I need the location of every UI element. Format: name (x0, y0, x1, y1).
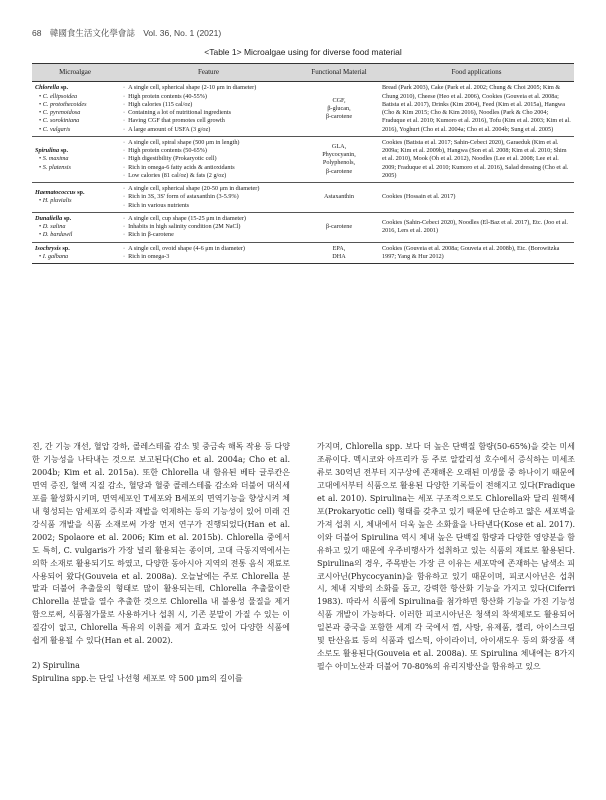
table-row (32, 212, 574, 242)
species-name: • C. protothecoides (39, 100, 87, 108)
species-name: • D. salina (39, 223, 66, 231)
food-applications-cell: Cookies (Batista et al. 2017; Sahin-Cebeci 2020), Garaeduk (Kim et al. 2009a; Kim et al. 2009b), Hangwa (Son et al. 2008; Kim et al. 2010; Shim et al. 2010), Mook (Oh et al. 2012), Noodles (Lee et al. 2008; Lee et al. 2009; Fraduque et al. 2010; Kumoro et al. 2016), Salad dressing (Cho et al. 2005) (379, 136, 574, 182)
species-name: • C. pyrenoidosa (39, 109, 81, 117)
feature-item: · High protein contents (40-55%) (121, 93, 296, 101)
feature-cell (118, 82, 299, 137)
food-applications-cell: Cookies (Hossain et al. 2017) (379, 183, 574, 213)
table-header-row (32, 64, 574, 82)
column-header: Food applications (379, 64, 574, 82)
microalgae-cell (32, 136, 118, 182)
feature-item: · A single cell, spherical shape (20-50 μm in diameter) (121, 185, 296, 193)
species-name: • C. ellipsoidea (39, 92, 78, 100)
feature-item: · Rich in omega-3 (121, 253, 296, 261)
feature-cell (118, 183, 299, 213)
table-row (32, 136, 574, 182)
species-name: • H. pluvialis (39, 197, 72, 205)
species-name: • S. maxima (39, 155, 69, 163)
species-name: • C. sorokiniana (39, 117, 80, 125)
feature-item: · High protein contents (50-65%) (121, 147, 296, 155)
feature-item: · A single cell, spiral shape (500 μm in length) (121, 139, 296, 147)
body-paragraph: Spirulina spp.는 단일 나선형 세포로 약 500 μm의 길이를 (32, 674, 243, 684)
functional-material-cell: β-carotene (299, 212, 379, 242)
page-number: 68 (32, 28, 42, 38)
table-row (32, 82, 574, 137)
microalgae-table (32, 63, 574, 264)
genus-name: Chlorella sp. (35, 84, 69, 92)
feature-item: · A single cell, spherical shape (2-10 μm in diameter) (121, 84, 296, 92)
column-header: Functional Material (299, 64, 379, 82)
species-name: • D. bardawil (39, 231, 73, 239)
microalgae-cell (32, 212, 118, 242)
body-paragraph: 진, 간 기능 개선, 혈압 강하, 콜레스테롤 감소 및 중금속 해독 작용 등 다양한 기능성을 나타내는 것으로 보고된다(Cho et al. 2004a; Cho et al. 2004b; Kim et al. 2015a). 또한 Chlorella 내 함유된 베타 글루칸은 면역 증진, 혈액 지질 감소, 혈당과 혈중 콜레스테롤 감소와 더불어 대식세포를 활성화시키며, 면역세포인 T세포와 B세포의 면역기능을 향상시켜 체내 형성되는 암세포의 증식과 재발을 억제하는 등의 기능성이 있어 미래 건강식품 개발을 식품 소재로써 가장 먼저 연구가 진행되었다(Han et al. 2002; Spolaore et al. 2006; Kim et al. 2015b). Chlorella 중에서도 특히, C. vulgaris가 가장 널리 활용되는 종이며, 고대 극동지역에서는 의학 소재로 활용되기도 하였고, 다양한 동아시아 지역의 전통 음식 재료로 사용되어 왔다(Gouveia et al. 2008a). 오늘날에는 주로 Chlorella 분말과 더불어 추출물의 형태로 많이 활용되는데, Chlorella 추출물이란 Chlorella 분말을 열수 추출한 것으로 Chlorella 내 불용성 물질을 제거함으로써, 식품첨가물로 사용하거나 섭취 시, 기존 분말이 가질 수 있는 이질감이 없고, Chlorella 특유의 이취를 제거 효과도 있어 다양한 식품에 쉽게 활용될 수 있다(Han et al. 2002). (32, 442, 290, 646)
feature-item: · Low calories (81 cal/oz) & fats (2 g/oz) (121, 172, 296, 180)
genus-name: Spirulina sp. (35, 147, 69, 155)
journal-title: 韓國食生活文化學會誌 (49, 28, 135, 38)
food-applications-cell: Cookies (Sahin-Cebeci 2020), Noodles (El-Baz et al. 2017), Etc. (Joo et al. 2016, Lers et al. 2001) (379, 212, 574, 242)
feature-item: · Rich in β-carotene (121, 231, 296, 239)
feature-item: · Rich in 3S, 3S' form of astaxanthin (3-5.9%) (121, 193, 296, 201)
functional-material-cell: CGF, β-glucan, β-carotene (299, 82, 379, 137)
microalgae-cell (32, 82, 118, 137)
feature-item: · Rich in various nutrients (121, 202, 296, 210)
table-row (32, 183, 574, 213)
feature-item: · A single cell, cup shape (15-25 μm in diameter) (121, 215, 296, 223)
feature-item: · Inhabits in high salinity condition (2M NaCl) (121, 223, 296, 231)
right-column (317, 441, 575, 674)
feature-cell (118, 136, 299, 182)
functional-material-cell: EPA, DHA (299, 242, 379, 264)
feature-item: · High calories (115 cal/oz) (121, 101, 296, 109)
left-column (32, 441, 290, 686)
microalgae-cell (32, 242, 118, 264)
body-paragraph: 가지며, Chlorella spp. 보다 더 높은 단백질 함량(50-65%)을 갖는 미세조류이다. 멕시코와 아프리카 등 주로 알칼리성 호수에서 증식하는 미세조류로 30억년 전부터 지구상에 존재해온 오래된 미생물 중 하나이기 때문에 고대에서부터 식품으로 활용된 다양한 기록들이 전해지고 있다(Fradique et al. 2010). Spirulina는 세포 구조적으로도 Chlorella와 달리 원핵세포(Prokaryotic cell) 형태를 갖추고 있기 때문에 단순하고 얇은 세포벽을 가져 섭취 시, 체내에서 더욱 높은 소화율을 나타낸다(Kose et al. 2017). 이와 더불어 Spirulina 역시 체내 높은 단백질 함량과 다양한 영양분을 함유하고 있기 때문에 우주비행사가 섭취하고 있는 식품의 재료로 활용된다. Spirulina의 경우, 주목받는 가장 큰 이유는 세포막에 존재하는 남색소 피코시아닌(Phycocyanin)을 함유하고 있기 때문이며, 피코시아닌은 섭취 시, 체내 지방의 소화를 돕고, 강력한 항산화 기능을 가지고 있다(Ciferri 1983). 따라서 식품에 Spirulina를 첨가하면 항산화 기능을 가진 기능성 식품 개발이 가능하다. 이러한 피코시아닌은 청색의 착색제로도 활용되어 일본과 중국을 포함한 세계 각 국에서 껌, 사탕, 유제품, 젤리, 아이스크림 및 탄산음료 등의 식품과 립스틱, 아이라이너, 아이섀도우 등의 화장품 색소로도 활용된다(Gouveia et al. 2008a). 또 Spirulina 체내에는 8가지 필수 아미노산과 더불어 70-80%의 유리지방산을 함유하고 있으 (317, 442, 575, 672)
feature-item: · High digestibility (Prokaryotic cell) (121, 155, 296, 163)
genus-name: Isochrysis sp. (35, 244, 70, 252)
species-name: • I. galbana (39, 252, 69, 260)
feature-cell (118, 212, 299, 242)
functional-material-cell: Astaxanthin (299, 183, 379, 213)
functional-material-cell: GLA, Phycocyanin, Polyphenols, β-carotene (299, 136, 379, 182)
section-subheading: 2) Spirulina (32, 661, 80, 671)
food-applications-cell: Bread (Park 2003), Cake (Park et al. 2002; Chung & Choi 2005; Kim & Chung 2010), Cheese (Heo et al. 2006), Cookies (Gouveia et al. 2008a; Batista et al. 2017), Drinks (Kim 2004), Feed (Kim et al. 2015a), Hangwa (Cho & Kim 2015; Cho & Kim 2016), Noodles (Park & Cho 2004; Fraduque et al. 2010; Kumoro et al. 2016), Tofu (Kim et al. 2003; Kim et al. 2016), Yoghurt (Cho et al. 2004a; Cho et al. 2004b; Sung et al. 2005) (379, 82, 574, 137)
table-row (32, 242, 574, 264)
column-header: Microalgae (32, 64, 118, 82)
feature-cell (118, 242, 299, 264)
feature-item: · Containing a lot of nutritional ingredients (121, 109, 296, 117)
species-name: • C. vulgaris (39, 125, 71, 133)
food-applications-cell: Cookies (Gouveia et al. 2008a; Gouveia et al. 2008b), Etc. (Borowitzka 1997; Yang & Hur 2012) (379, 242, 574, 264)
species-name: • S. platensis (39, 163, 71, 171)
genus-name: Haematococcus sp. (35, 189, 85, 197)
column-header: Feature (118, 64, 299, 82)
feature-item: · Rich in omega-6 fatty acids & antioxidants (121, 164, 296, 172)
running-header (32, 27, 227, 39)
feature-item: · A large amount of USFA (3 g/oz) (121, 126, 296, 134)
microalgae-cell (32, 183, 118, 213)
genus-name: Dunaliella sp. (35, 214, 72, 222)
feature-item: · A single cell, ovoid shape (4-6 μm in diameter) (121, 245, 296, 253)
feature-item: · Having CGF that promotes cell growth (121, 117, 296, 125)
table-caption: <Table 1> Microalgae using for diverse food material (204, 47, 402, 57)
volume-info: Vol. 36, No. 1 (2021) (143, 28, 222, 38)
